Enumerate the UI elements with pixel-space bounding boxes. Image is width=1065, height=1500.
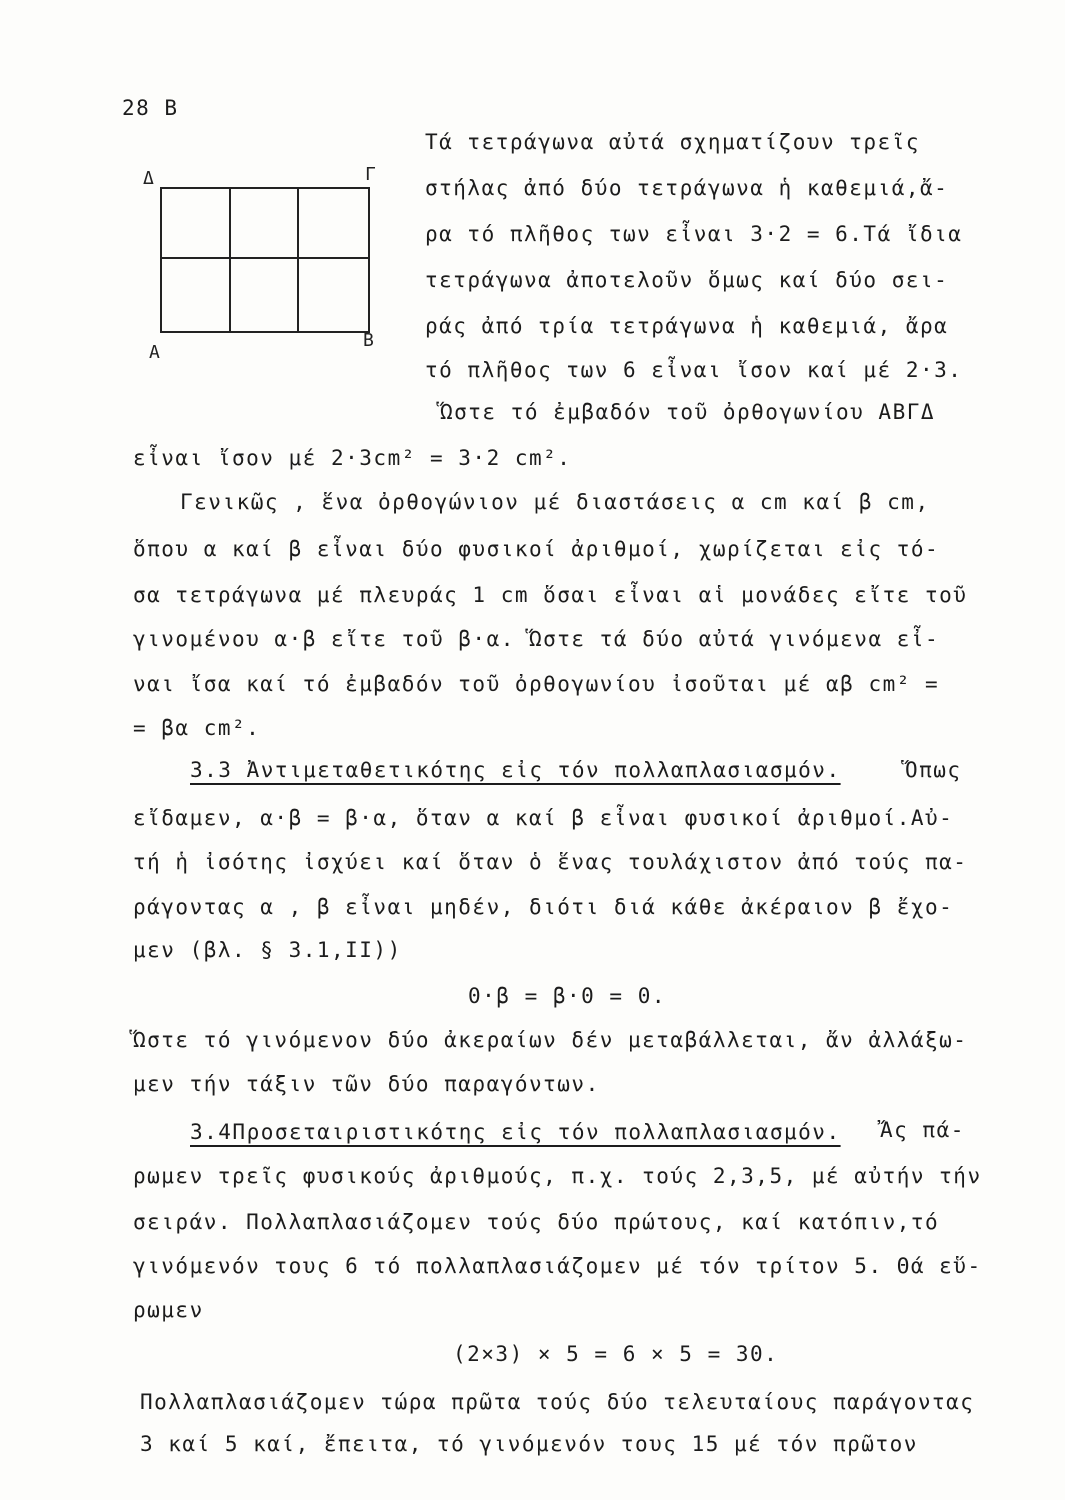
section-heading-3-4: 3.4Προσεταιριστικότης εἰς τόν πολλαπλασιασμόν. bbox=[190, 1120, 841, 1144]
text-line: ρα τό πλῆθος των εἶναι 3·2 = 6.Τά ἴδια bbox=[425, 222, 963, 246]
vertex-label-delta: Δ bbox=[143, 168, 154, 189]
text-line: ὅπου α καί β εἶναι δύο φυσικοί ἀριθμοί, χωρίζεται εἰς τό- bbox=[133, 537, 940, 561]
equation-line: (2×3) × 5 = 6 × 5 = 30. bbox=[453, 1342, 779, 1366]
text-line: ναι ἴσα καί τό ἐμβαδόν τοῦ ὀρθογωνίου ἰσοῦται μέ αβ cm² = bbox=[133, 672, 940, 696]
text-line: Ὥστε τό ἐμβαδόν τοῦ ὀρθογωνίου ΑΒΓΔ bbox=[440, 400, 936, 424]
text-line: μεν (βλ. § 3.1,II)) bbox=[133, 938, 402, 962]
text-line: μεν τήν τάξιν τῶν δύο παραγόντων. bbox=[133, 1072, 600, 1096]
text-line: Ὥστε τό γινόμενον δύο ἀκεραίων δέν μεταβάλλεται, ἄν ἀλλάξω- bbox=[133, 1028, 968, 1052]
text-line: σα τετράγωνα μέ πλευράς 1 cm ὅσαι εἶναι αἱ μονάδες εἴτε τοῦ bbox=[133, 583, 968, 607]
text-line: Πολλαπλασιάζομεν τώρα πρῶτα τούς δύο τελευταίους παράγοντας bbox=[140, 1390, 975, 1414]
text-line: = βα cm². bbox=[133, 716, 261, 740]
vertex-label-a: A bbox=[149, 342, 160, 363]
rectangle-outline bbox=[161, 188, 369, 332]
text-line: Τά τετράγωνα αὐτά σχηματίζουν τρεῖς bbox=[425, 130, 921, 154]
text-line: τετράγωνα ἀποτελοῦν ὅμως καί δύο σει- bbox=[425, 268, 949, 292]
text-line: τή ἡ ἰσότης ἰσχύει καί ὅταν ὁ ἕνας τουλάχιστον ἀπό τούς πα- bbox=[133, 850, 968, 874]
text-line: εἴδαμεν, α·β = β·α, ὅταν α καί β εἶναι φυσικοί ἀριθμοί.Αὐ- bbox=[133, 806, 954, 830]
vertex-label-b: B bbox=[363, 330, 374, 351]
page-header: 28 B bbox=[122, 96, 179, 120]
text-line: γινομένου α·β εἴτε τοῦ β·α. Ὥστε τά δύο αὐτά γινόμενα εἶ- bbox=[133, 627, 940, 651]
text-line: σειράν. Πολλαπλασιάζομεν τούς δύο πρώτους, καί κατόπιν,τό bbox=[133, 1210, 940, 1234]
text-line: Γενικῶς , ἕνα ὀρθογώνιον μέ διαστάσεις α cm καί β cm, bbox=[180, 490, 930, 514]
text-line: ράς ἀπό τρία τετράγωνα ἡ καθεμιά, ἄρα bbox=[425, 314, 949, 338]
equation-line: 0·β = β·0 = 0. bbox=[468, 984, 667, 1008]
text-line: Ἄς πά- bbox=[880, 1118, 965, 1142]
text-line: τό πλῆθος των 6 εἶναι ἴσον καί μέ 2·3. bbox=[425, 358, 963, 382]
rectangle-grid-figure bbox=[125, 150, 395, 380]
text-line: Ὅπως bbox=[905, 758, 962, 782]
text-line: ράγοντας α , β εἶναι μηδέν, διότι διά κάθε ἀκέραιον β ἔχο- bbox=[133, 895, 954, 919]
text-line: ρωμεν τρεῖς φυσικούς ἀριθμούς, π.χ. τούς 2,3,5, μέ αὐτήν τήν bbox=[133, 1164, 982, 1188]
vertex-label-gamma: Γ bbox=[365, 164, 376, 185]
section-heading-3-3: 3.3 Ἀντιμεταθετικότης εἰς τόν πολλαπλασιασμόν. bbox=[190, 758, 841, 782]
text-line: ρωμεν bbox=[133, 1298, 204, 1322]
text-line: γινόμενόν τους 6 τό πολλαπλασιάζομεν μέ τόν τρίτον 5. Θά εὕ- bbox=[133, 1254, 982, 1278]
text-line: εἶναι ἴσον μέ 2·3cm² = 3·2 cm². bbox=[133, 446, 572, 470]
text-line: 3 καί 5 καί, ἔπειτα, τό γινόμενόν τους 15 μέ τόν πρῶτον bbox=[140, 1432, 918, 1456]
text-line: στήλας ἀπό δύο τετράγωνα ἡ καθεμιά,ἄ- bbox=[425, 176, 949, 200]
